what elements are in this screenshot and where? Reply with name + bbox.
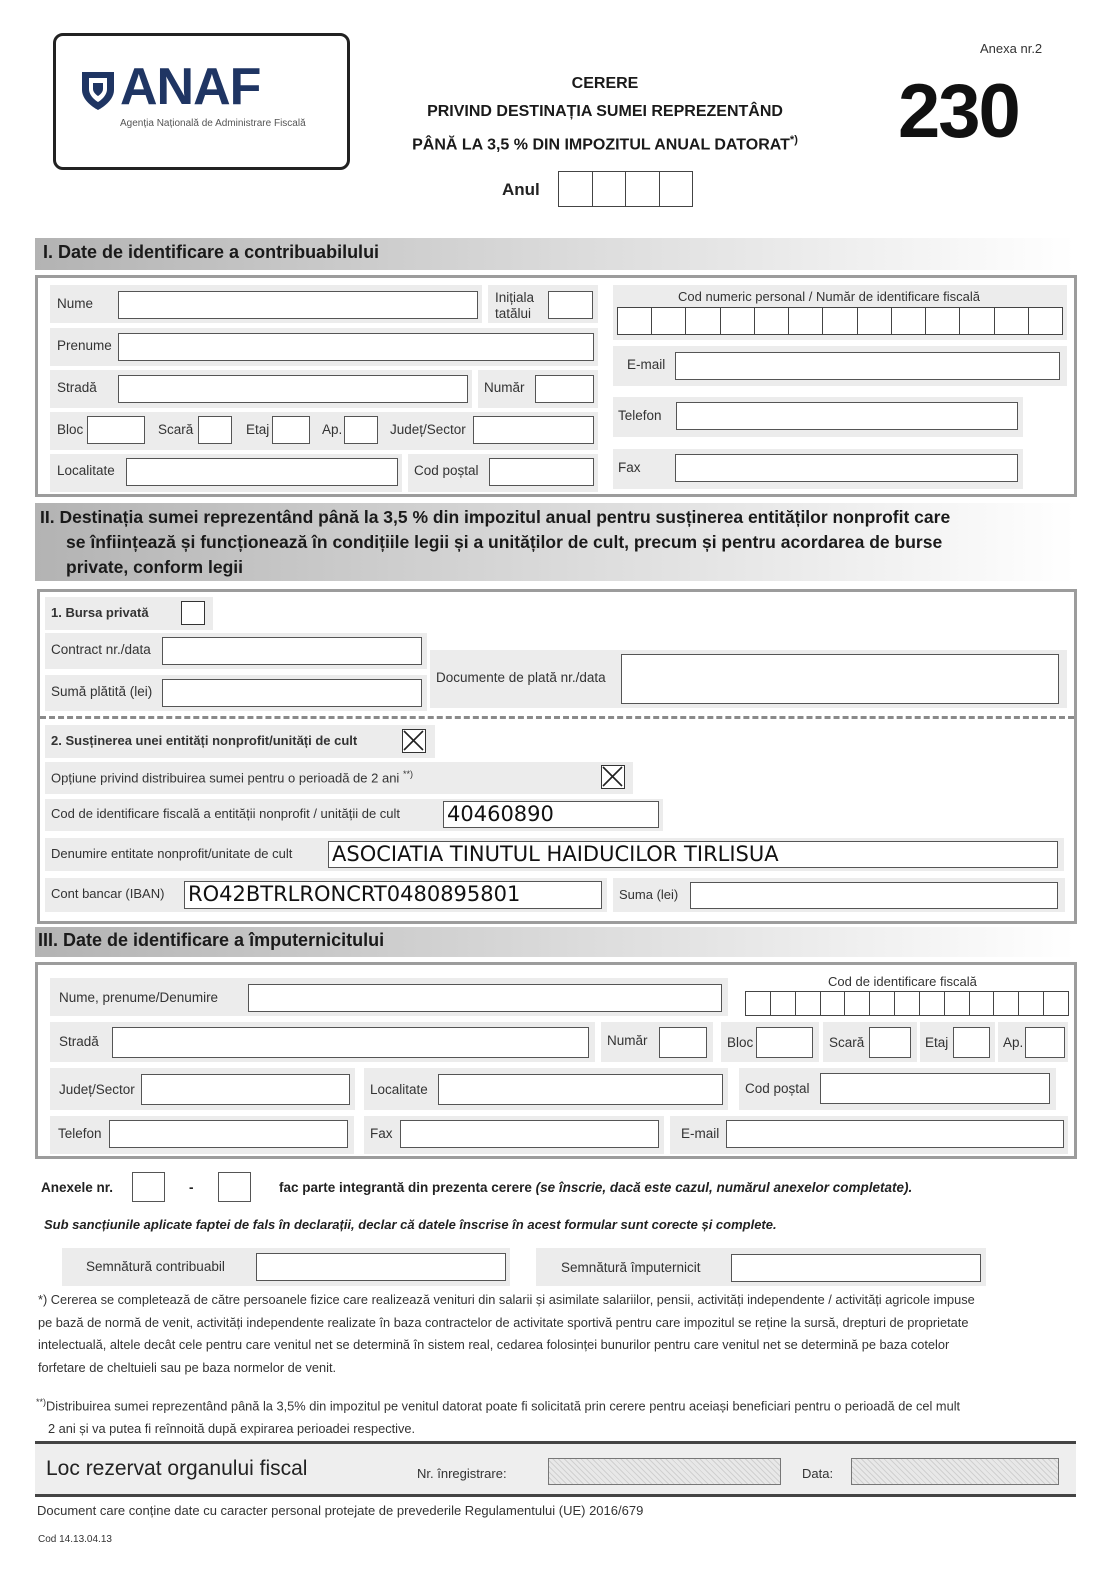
section-3-header: III. Date de identificare a împuternicitului: [35, 927, 1075, 957]
bursa-privata-checkbox[interactable]: [181, 601, 205, 625]
label-cod-postal-imputernicit: Cod poștal: [745, 1081, 810, 1096]
label-scara-imputernicit: Scară: [829, 1035, 865, 1050]
section-2-header: [35, 503, 1075, 581]
label-localitate: Localitate: [57, 463, 115, 478]
cif-label: Cod de identificare fiscală a entității nonprofit / unității de cult: [51, 806, 401, 821]
label-etaj: Etaj: [246, 422, 270, 437]
logo-subtitle: Agenția Națională de Administrare Fiscală: [120, 118, 306, 129]
nr-inregistrare-field: [548, 1458, 781, 1485]
label-email: E-mail: [627, 357, 666, 372]
label-numar-imputernicit: Număr: [607, 1033, 648, 1048]
label-telefon-imputernicit: Telefon: [58, 1126, 102, 1141]
label-bloc: Bloc: [57, 422, 84, 437]
nr-inregistrare-label: Nr. înregistrare:: [417, 1466, 507, 1481]
optiune-label: Opțiune privind distribuirea sumei pentru o perioadă de 2 ani **): [51, 769, 413, 786]
input-anexa-de-la[interactable]: [132, 1172, 165, 1202]
footnote-1: *) Cererea se completează de către persoanele fizice care realizează venituri din salarii și asimilate salariilor, pensii, activități independente / activități agricole impuse pe bază de normă de venit, activități independente realizate în baza contractelor de activitate sportivă pentru care impozitul se reține la sursă, drepturi de proprietate intelectuală, altele decât cele pentru care venitul net se determină în sistem real, cedarea folosinței bunurilor pentru care venitul net se determină pe baza cotelor forfetare de cheltuieli sau pe baza normelor de venit.: [38, 1292, 975, 1375]
input-numar-imputernicit[interactable]: [659, 1027, 707, 1058]
label-cif-imputernicit: Cod de identificare fiscală: [828, 974, 977, 989]
label-nume: Nume: [57, 296, 94, 311]
input-etaj-imputernicit[interactable]: [953, 1027, 990, 1058]
label-judet: Județ/Sector: [390, 422, 466, 437]
loc-rezervat-label: Loc rezervat organului fiscal: [46, 1457, 308, 1480]
input-localitate-imputernicit[interactable]: [438, 1074, 723, 1105]
input-email-imputernicit[interactable]: [726, 1120, 1064, 1148]
input-strada[interactable]: [118, 375, 468, 403]
footnote-2: **)Distribuirea sumei reprezentând până la 3,5% din impozitul pe venitul datorat poate fi solicitată prin cerere pentru aceiași beneficiari pentru o perioadă de cel mult 2 ani și va putea fi reînnoită după expirarea perioadei respective.: [36, 1397, 961, 1436]
label-fax-imputernicit: Fax: [370, 1126, 393, 1141]
label-strada: Stradă: [57, 380, 97, 395]
data-label: Data:: [802, 1466, 834, 1481]
label-bloc-imputernicit: Bloc: [727, 1035, 754, 1050]
semnatura-imputernicit-field[interactable]: [731, 1254, 981, 1282]
input-prenume[interactable]: [118, 333, 594, 361]
label-cnp: Cod numeric personal / Număr de identificare fiscală: [678, 289, 981, 304]
section-1-header: I. Date de identificare a contribuabilului: [35, 238, 1075, 270]
form-number: 230: [898, 69, 1019, 154]
input-anexa-pana-la[interactable]: [218, 1172, 251, 1202]
input-suma-platita[interactable]: [162, 679, 422, 707]
label-numar: Număr: [484, 380, 525, 395]
input-documente-plata[interactable]: [621, 654, 1059, 704]
year-label: Anul: [502, 180, 540, 199]
input-nume[interactable]: [118, 291, 478, 319]
optiune-checkbox[interactable]: [601, 765, 625, 789]
form-code: Cod 14.13.04.13: [38, 1534, 112, 1545]
input-ap[interactable]: [344, 416, 378, 444]
label-prenume: Prenume: [57, 338, 112, 353]
label-initiala: Inițiala tatălui: [495, 290, 535, 321]
input-nume-imputernicit[interactable]: [248, 984, 722, 1012]
section-2-title-line-1: II. Destinația sumei reprezentând până la 3,5 % din impozitul anual pentru susținerea entităților nonprofit care: [40, 507, 951, 527]
integranta-text: fac parte integrantă din prezenta cerere (se înscrie, dacă este cazul, numărul anexelor completate).: [279, 1180, 913, 1195]
input-numar[interactable]: [535, 375, 594, 403]
input-judet-imputernicit[interactable]: [141, 1074, 350, 1105]
input-fax-imputernicit[interactable]: [400, 1120, 659, 1148]
bursa-privata-label: 1. Bursa privată: [51, 605, 149, 620]
dashed-divider: [40, 716, 1074, 719]
label-documente-plata: Documente de plată nr./data: [436, 670, 606, 685]
semnatura-contribuabil-label: Semnătură contribuabil: [86, 1259, 225, 1274]
iban-label: Cont bancar (IBAN): [51, 886, 165, 901]
label-telefon: Telefon: [618, 408, 662, 423]
iban-value: RO42BTRLRONCRT0480895801: [188, 882, 521, 906]
label-judet-imputernicit: Județ/Sector: [59, 1082, 135, 1097]
input-bloc[interactable]: [87, 416, 145, 444]
logo-text: ANAF: [120, 58, 261, 116]
gdpr-notice: Document care conține date cu caracter personal protejate de prevederile Regulamentului (UE) 2016/679: [37, 1503, 644, 1518]
section-2-title-line-2: se înființează și funcționează în condițiile legii și a unităților de cult, precum și pentru acordarea de burse: [66, 532, 943, 552]
data-field: [851, 1458, 1059, 1485]
shield-icon: [80, 70, 116, 112]
anaf-logo: [53, 33, 350, 170]
cif-value: 40460890: [447, 802, 554, 826]
section-2-title-line-3: private, conform legii: [66, 557, 243, 577]
sustinere-checkbox[interactable]: [402, 729, 426, 753]
annex-label: Anexa nr.2: [980, 41, 1043, 56]
input-cnp[interactable]: [617, 307, 1063, 335]
anexele-label: Anexele nr.: [41, 1180, 114, 1195]
label-localitate-imputernicit: Localitate: [370, 1082, 428, 1097]
input-scara[interactable]: [198, 416, 232, 444]
input-cod-postal-imputernicit[interactable]: [820, 1073, 1050, 1104]
input-localitate[interactable]: [126, 458, 398, 486]
checkbox-x-icon: [602, 766, 623, 787]
title-line-2: PRIVIND DESTINAȚIA SUMEI REPREZENTÂND: [427, 103, 783, 120]
input-suma-lei[interactable]: [690, 882, 1058, 909]
label-etaj-imputernicit: Etaj: [925, 1035, 949, 1050]
input-telefon-imputernicit[interactable]: [109, 1120, 348, 1148]
semnatura-contribuabil-field[interactable]: [256, 1253, 506, 1281]
anexe-dash: -: [189, 1180, 194, 1195]
label-fax: Fax: [618, 460, 641, 475]
semnatura-imputernicit-label: Semnătură împuternicit: [561, 1260, 701, 1275]
input-email[interactable]: [675, 352, 1060, 380]
title-line-3: PÂNĂ LA 3,5 % DIN IMPOZITUL ANUAL DATORAT*): [412, 134, 798, 154]
label-ap: Ap.: [322, 422, 343, 437]
form-title: [380, 70, 830, 159]
input-strada-imputernicit[interactable]: [112, 1027, 589, 1058]
title-line-1: CERERE: [571, 75, 639, 92]
input-telefon[interactable]: [676, 402, 1018, 430]
label-contract: Contract nr./data: [51, 642, 151, 657]
denumire-value: ASOCIATIA TINUTUL HAIDUCILOR TIRLISUA: [332, 842, 779, 866]
input-ap-imputernicit[interactable]: [1025, 1027, 1065, 1058]
input-etaj[interactable]: [272, 416, 310, 444]
sustinere-label: 2. Susținerea unei entități nonprofit/unități de cult: [51, 733, 358, 748]
input-bloc-imputernicit[interactable]: [756, 1027, 813, 1058]
checkbox-x-icon: [403, 730, 424, 751]
input-cod-postal[interactable]: [489, 458, 594, 486]
sanctiuni-text: Sub sancțiunile aplicate faptei de fals în declarații, declar că datele înscrise în acest formular sunt corecte și complete.: [44, 1217, 777, 1232]
denumire-label: Denumire entitate nonprofit/unitate de cult: [51, 846, 293, 861]
label-suma-platita: Sumă plătită (lei): [51, 684, 153, 699]
label-strada-imputernicit: Stradă: [59, 1034, 99, 1049]
input-initiala[interactable]: [548, 291, 593, 319]
label-cod-postal: Cod poștal: [414, 463, 479, 478]
label-email-imputernicit: E-mail: [681, 1126, 720, 1141]
year-input[interactable]: [558, 171, 693, 207]
label-ap-imputernicit: Ap.: [1003, 1035, 1024, 1050]
input-cif-imputernicit[interactable]: [745, 991, 1069, 1016]
input-fax[interactable]: [675, 454, 1018, 482]
input-scara-imputernicit[interactable]: [869, 1027, 911, 1058]
input-judet[interactable]: [473, 416, 594, 444]
label-scara: Scară: [158, 422, 194, 437]
suma-lei-label: Suma (lei): [619, 887, 679, 902]
label-nume-imputernicit: Nume, prenume/Denumire: [59, 990, 219, 1005]
input-contract[interactable]: [162, 637, 422, 665]
